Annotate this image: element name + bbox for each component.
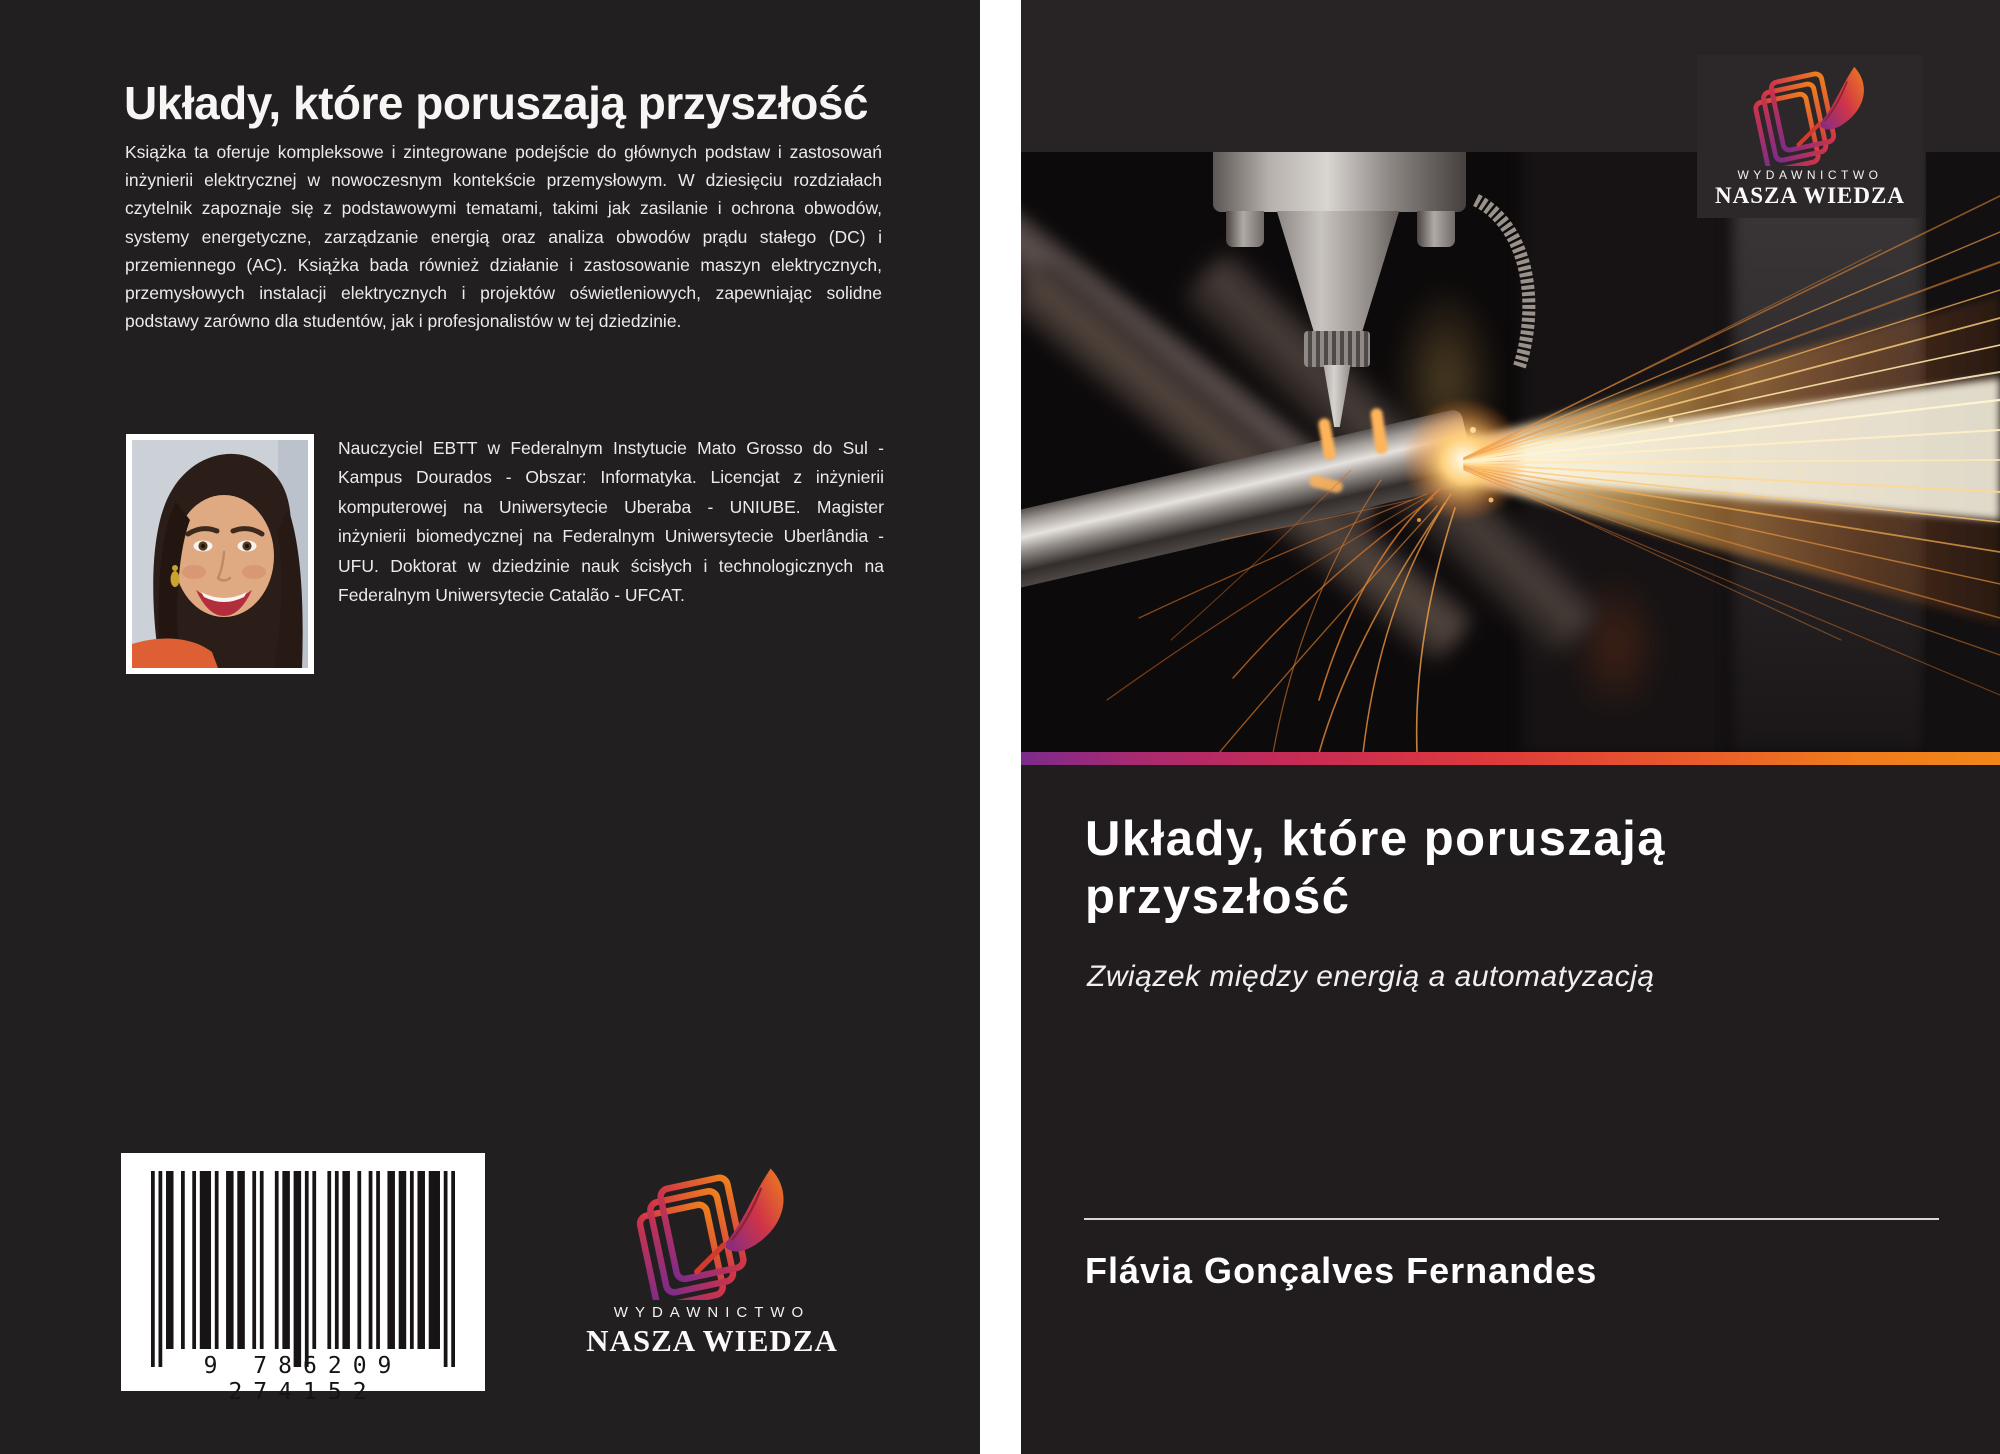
book-synopsis: Książka ta oferuje kompleksowe i zintegrowane podejście do głównych podstaw i zastosowań inżynierii elektrycznej w nowoczesnym kontekście przemysłowym. W dziesięciu rozdziałach czytelnik zapoznaje się z podstawowymi tematami, takimi jak zasilanie i ochrona obwodów, systemy energetyczne, zarządzanie energią oraz analiza obwodów prądu stałego (DC) i przemiennego (AC). Książka bada również działanie i zastosowanie maszyn elektrycznych, przemysłowych instalacji elektrycznych i projektów oświetleniowych, zapewniając solidne podstawy zarówno dla studentów, jak i profesjonalistów w tej dziedzinie. bbox=[125, 142, 882, 332]
accent-gradient-bar bbox=[1021, 752, 2000, 765]
publisher-name-top: WYDAWNICTWO bbox=[1737, 168, 1883, 182]
publisher-logo-back bbox=[557, 1162, 867, 1359]
book-feather-icon bbox=[617, 1162, 807, 1300]
author-bio: Nauczyciel EBTT w Federalnym Instytucie Mato Grosso do Sul - Kampus Dourados - Obszar: Informatyka. Licencjat z inżynierii komputerowej na Uniwersytecie Uberaba - UNIUBE. Magister inżynierii biomedycznej na Federalnym Uniwersytecie Uberlândia - UFU. Doktorat w dziedzinie nauk ścisłych i technologicznych na Federalnym Uniwersytecie Catalão - UFCAT. bbox=[338, 438, 884, 606]
front-cover-subtitle: Związek między energią a automatyzacją bbox=[1087, 960, 1655, 993]
author-portrait-illustration bbox=[132, 440, 308, 668]
publisher-name-bottom: NASZA WIEDZA bbox=[586, 1323, 838, 1358]
book-feather-icon bbox=[1739, 62, 1881, 166]
author-photo bbox=[126, 434, 314, 674]
front-cover bbox=[1021, 0, 2000, 1454]
barcode-digits: 9 786209 274152 bbox=[203, 1353, 403, 1405]
back-cover bbox=[0, 0, 980, 1454]
cover-photo-machining-sparks bbox=[1021, 0, 2000, 753]
publisher-name-top: WYDAWNICTWO bbox=[613, 1304, 811, 1321]
publisher-logo-front bbox=[1697, 62, 1923, 209]
barcode bbox=[121, 1153, 485, 1405]
author-name: Flávia Gonçalves Fernandes bbox=[1085, 1250, 1598, 1291]
author-divider-line bbox=[1084, 1218, 1939, 1220]
publisher-name-bottom: NASZA WIEDZA bbox=[1715, 183, 1905, 208]
back-cover-title: Układy, które poruszają przyszłość bbox=[124, 77, 868, 129]
front-cover-title: Układy, które poruszają przyszłość bbox=[1085, 812, 1666, 924]
